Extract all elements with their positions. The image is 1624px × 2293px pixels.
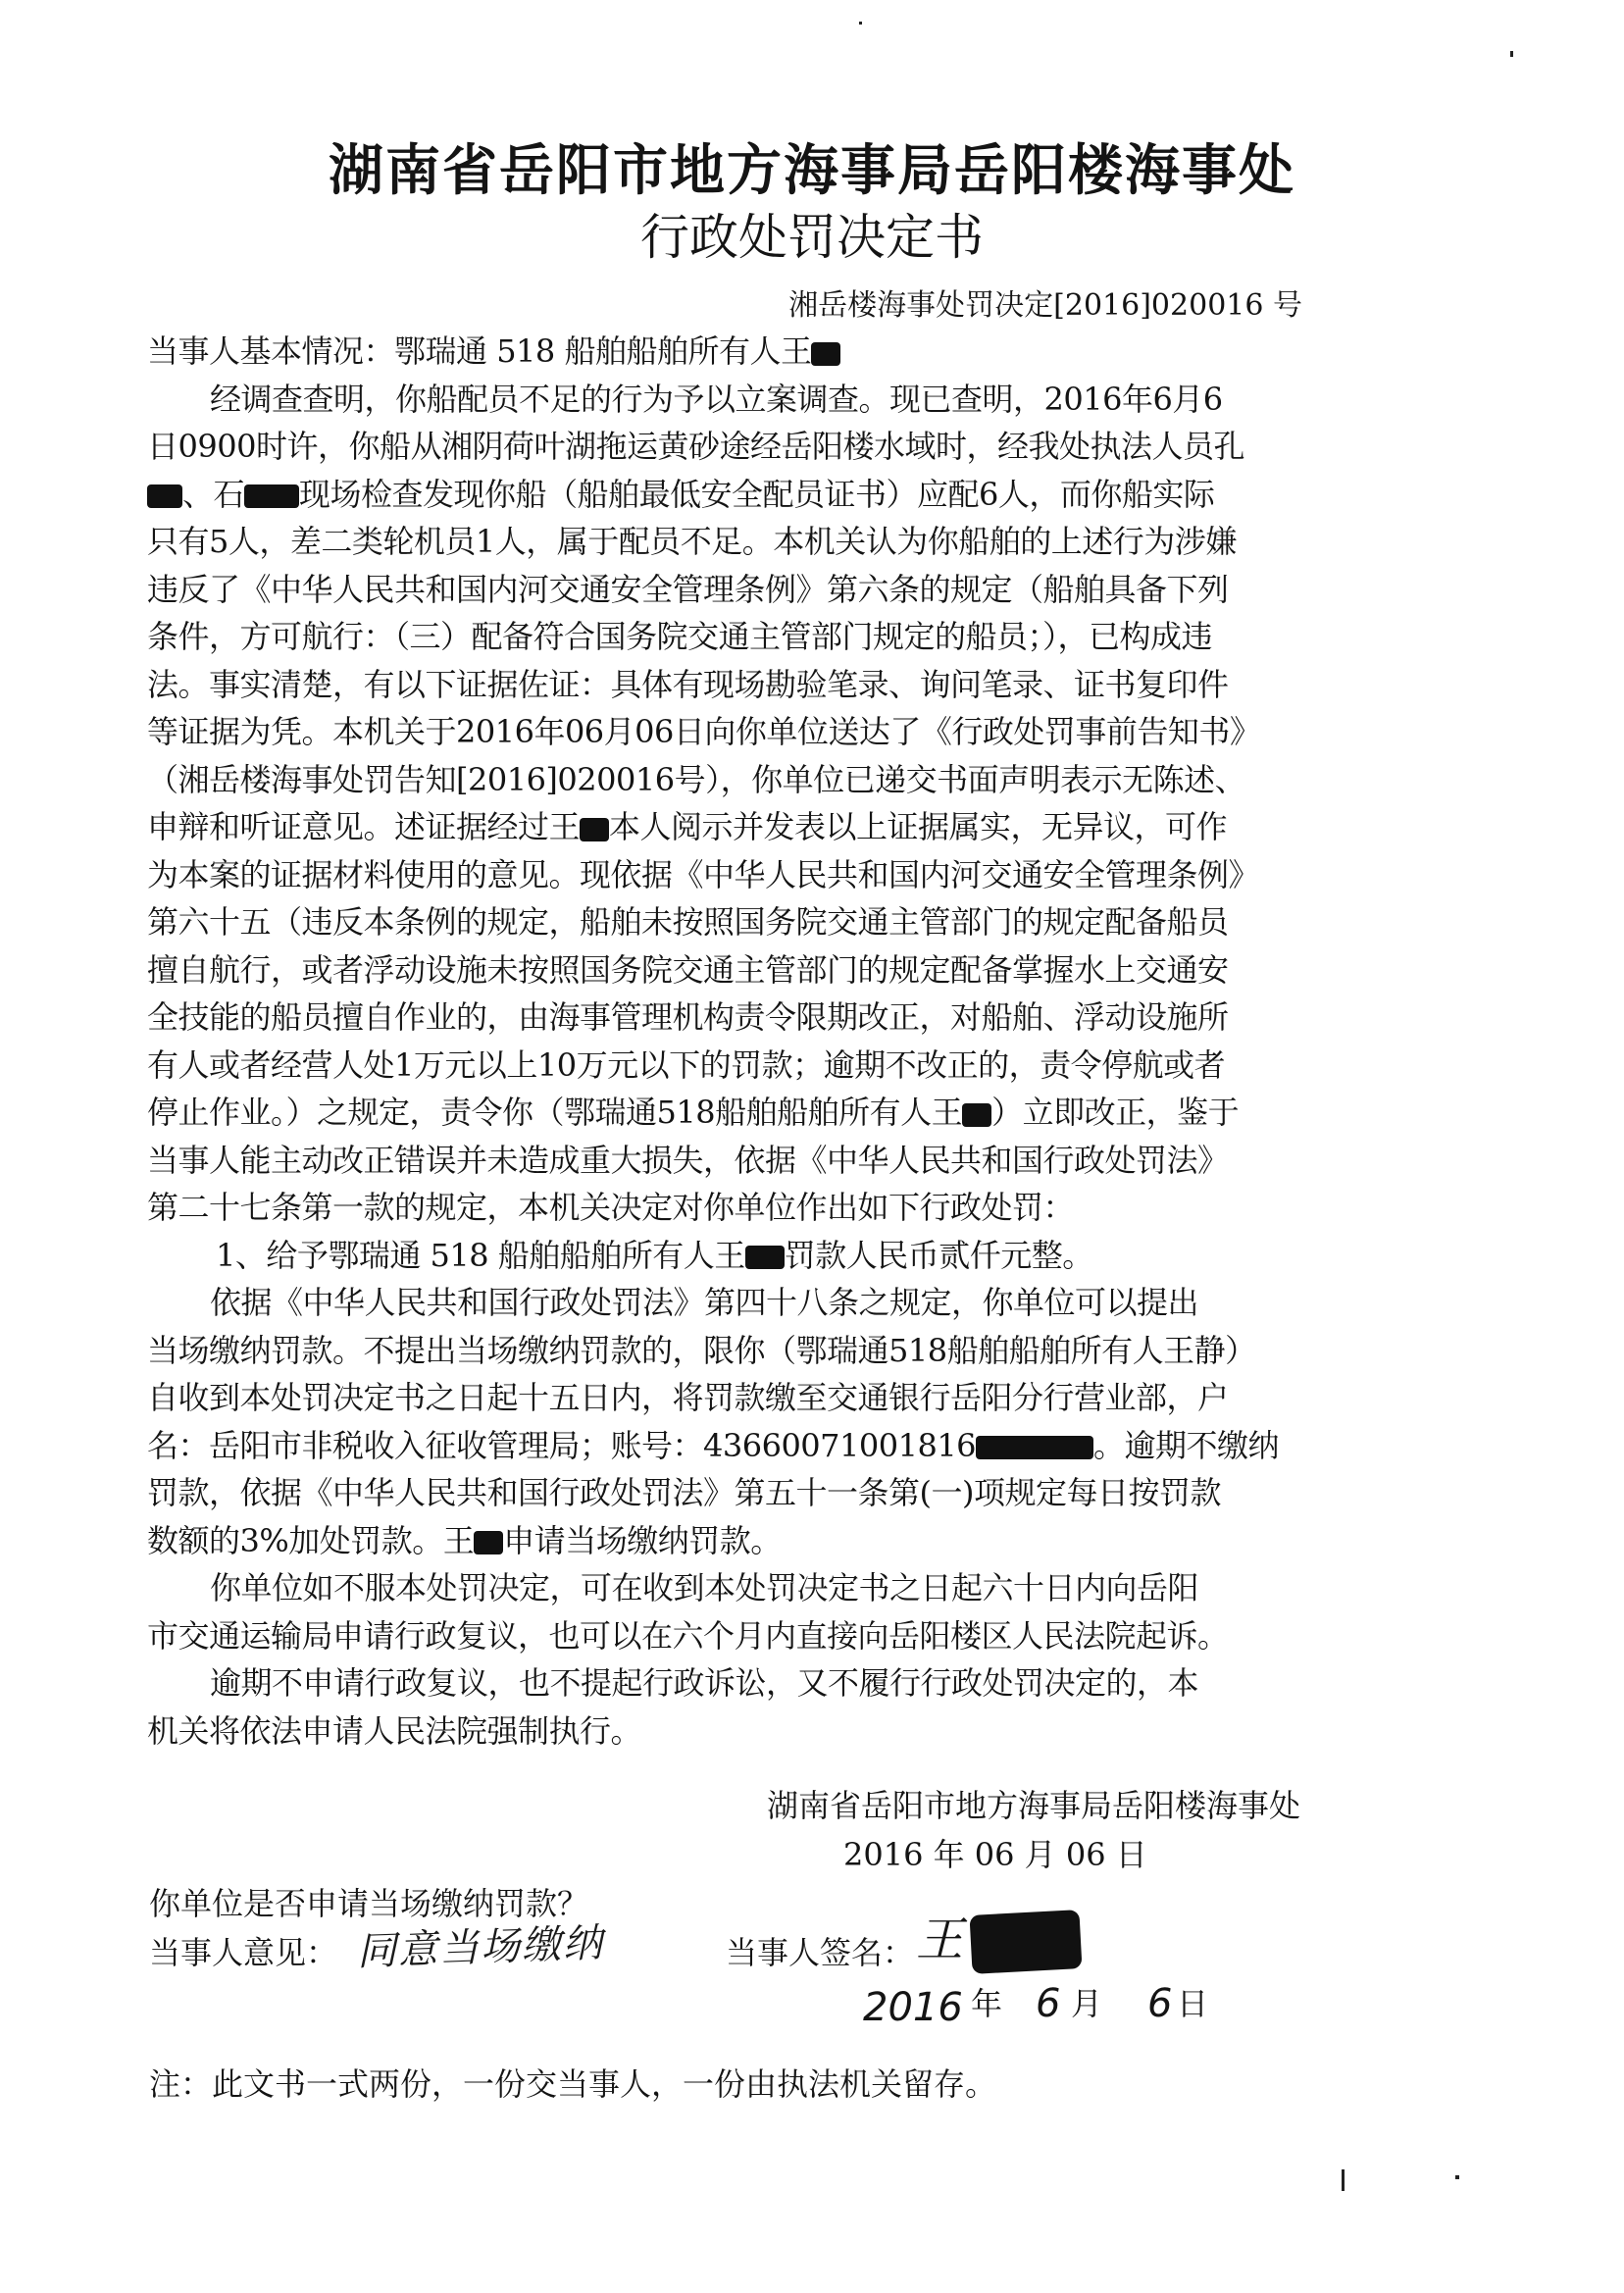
body-line: 为本案的证据材料使用的意见。现依据《中华人民共和国内河交通安全管理条例》	[147, 855, 1260, 893]
party-line	[147, 328, 1324, 376]
body-line: 等证据为凭。本机关于2016年06月06日向你单位送达了《行政处罚事前告知书》	[147, 713, 1261, 750]
body-line: 、石 现场检查发现你船（船舶最低安全配员证书）应配6人，而你船实际	[147, 471, 1324, 519]
body-line: 法。事实清楚，有以下证据佐证：具体有现场勘验笔录、询问笔录、证书复印件	[147, 665, 1229, 703]
footer-note: 注：此文书一式两份，一份交当事人，一份由执法机关留存。	[149, 2065, 997, 2103]
body-line: 违反了《中华人民共和国内河交通安全管理条例》第六条的规定（船舶具备下列	[147, 570, 1229, 608]
redaction-mark	[745, 1246, 785, 1269]
redaction-mark	[244, 484, 299, 508]
body-line: （湘岳楼海事处罚告知[2016]020016号），你单位已递交书面声明表示无陈述、	[147, 760, 1246, 798]
body-line: 全技能的船员擅自作业的，由海事管理机构责令限期改正，对船舶、浮动设施所	[147, 998, 1229, 1036]
body-line: 日0900时许，你船从湘阴荷叶湖拖运黄砂途经岳阳楼水域时，经我处执法人员孔	[147, 428, 1244, 465]
body-line: 只有5人，差二类轮机员1人，属于配员不足。本机关认为你船舶的上述行为涉嫌	[147, 523, 1237, 560]
signature-date-year: 2016	[863, 1985, 963, 2030]
body-line: 数额的3%加处罚款。王 申请当场缴纳罚款。	[147, 1521, 782, 1559]
redaction-mark	[474, 1531, 503, 1554]
redaction-mark	[147, 484, 182, 508]
signature-date-day: 6	[1147, 1981, 1173, 2026]
body-line: 市交通运输局申请行政复议，也可以在六个月内直接向岳阳楼区人民法院起诉。	[147, 1616, 1229, 1655]
redaction-mark	[811, 342, 840, 366]
handwritten-opinion: 同意当场缴纳	[356, 1920, 605, 1975]
signature-date-month: 6	[1036, 1981, 1061, 2026]
signature-date-day-unit: 日	[1177, 1985, 1209, 2022]
body-line: 你单位如不服本处罚决定，可在收到本处罚决定书之日起六十日内向岳阳	[210, 1569, 1199, 1606]
handwritten-signature: 王	[916, 1912, 964, 1967]
signature-date-month-unit: 月	[1071, 1985, 1103, 2022]
redaction-mark	[580, 818, 609, 841]
signature-redaction	[970, 1910, 1083, 1974]
body-line: 依据《中华人民共和国行政处罚法》第四十八条之规定，你单位可以提出	[210, 1284, 1199, 1321]
signature-date-year-unit: 年	[971, 1985, 1003, 2022]
body-line: 名：岳阳市非税收入征收管理局；账号：43660071001816 。逾期不缴纳	[147, 1426, 1280, 1464]
body-line: 经调查查明，你船配员不足的行为予以立案调查。现已查明，2016年6月6	[210, 380, 1223, 418]
body-line: 申辩和听证意见。述证据经过王 本人阅示并发表以上证据属实，无异议，可作	[147, 808, 1228, 845]
opinion-label: 当事人意见：	[149, 1934, 338, 1971]
issuing-authority-title: 湖南省岳阳市地方海事局岳阳楼海事处	[329, 139, 1295, 203]
payment-question: 你单位是否申请当场缴纳罚款？	[149, 1885, 589, 1922]
decision-body	[147, 328, 1324, 1755]
document-title: 行政处罚决定书	[640, 209, 984, 266]
body-line: 擅自航行，或者浮动设施未按照国务院交通主管部门的规定配备掌握水上交通安	[147, 950, 1229, 989]
issuing-authority-signature: 湖南省岳阳市地方海事局岳阳楼海事处	[766, 1787, 1300, 1824]
party-info: 鄂瑞通 518 船舶船舶所有人王	[394, 332, 812, 370]
party-label: 当事人基本情况：	[147, 332, 395, 370]
scan-speck	[1455, 2175, 1459, 2179]
signature-label: 当事人签名：	[726, 1934, 915, 1971]
scan-speck	[1510, 51, 1513, 57]
body-line: 停止作业。）之规定，责令你（鄂瑞通518船舶船舶所有人王 ）立即改正，鉴于	[147, 1094, 1240, 1131]
scan-speck	[1342, 2169, 1345, 2191]
body-line: 罚款，依据《中华人民共和国行政处罚法》第五十一条第(一)项规定每日按罚款	[147, 1474, 1221, 1511]
body-line: 第六十五（违反本条例的规定，船舶未按照国务院交通主管部门的规定配备船员	[147, 903, 1229, 941]
penalty-item: 1、给予鄂瑞通 518 船舶船舶所有人王 罚款人民币贰仟元整。	[216, 1236, 1093, 1274]
body-line: 机关将依法申请人民法院强制执行。	[147, 1711, 642, 1750]
document-number: 湘岳楼海事处罚决定[2016]020016 号	[788, 288, 1302, 323]
scan-speck	[859, 22, 862, 25]
body-line: 当事人能主动改正错误并未造成重大损失，依据《中华人民共和国行政处罚法》	[147, 1141, 1229, 1179]
body-line: 当场缴纳罚款。不提出当场缴纳罚款的，限你（鄂瑞通518船舶船舶所有人王静）	[147, 1331, 1256, 1369]
redaction-mark	[976, 1436, 1093, 1459]
body-line: 逾期不申请行政复议，也不提起行政诉讼，又不履行行政处罚决定的，本	[210, 1664, 1199, 1702]
body-line: 条件，方可航行：（三）配备符合国务院交通主管部门规定的船员；），已构成违	[147, 618, 1213, 655]
issue-date: 2016 年 06 月 06 日	[843, 1836, 1147, 1873]
redaction-mark	[962, 1103, 991, 1127]
body-line: 自收到本处罚决定书之日起十五日内，将罚款缴至交通银行岳阳分行营业部，户	[147, 1379, 1229, 1416]
body-line: 有人或者经营人处1万元以上10万元以下的罚款；逾期不改正的，责令停航或者	[147, 1045, 1226, 1084]
body-line: 第二十七条第一款的规定，本机关决定对你单位作出如下行政处罚：	[147, 1189, 1075, 1226]
